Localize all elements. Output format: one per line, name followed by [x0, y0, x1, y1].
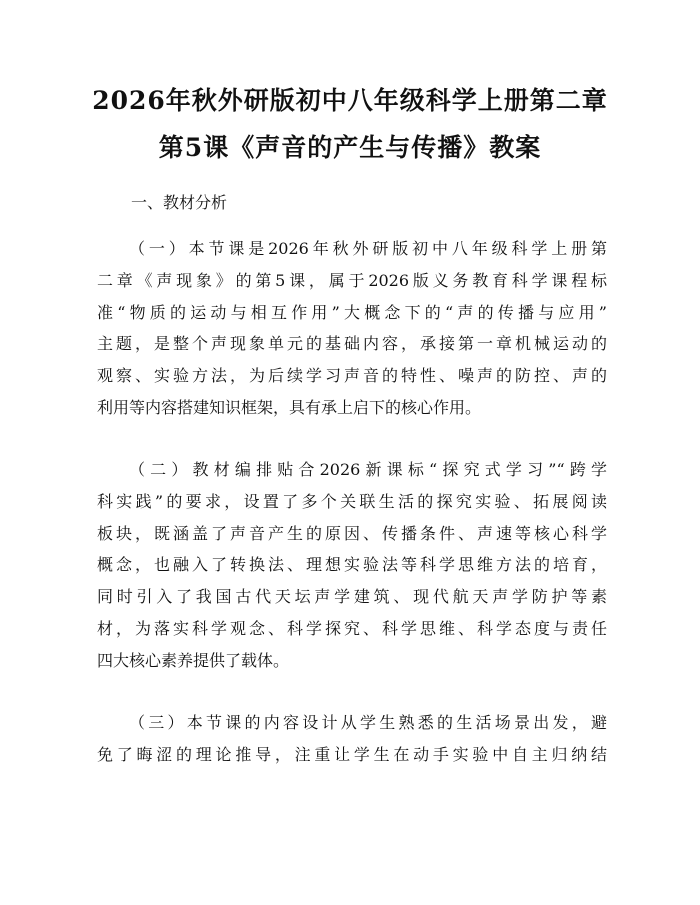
paragraph-2-line: 材，为落实科学观念、科学探究、科学思维、科学态度与责任 — [97, 618, 607, 638]
paragraph-1-line: 利用等内容搭建知识框架，具有承上启下的核心作用。 — [97, 397, 482, 417]
document-title-line-1: 2026年秋外研版初中八年级科学上册第二章 — [92, 86, 608, 115]
document-title-line-2: 第5课《声音的产生与传播》教案 — [158, 133, 542, 162]
paragraph-1 — [97, 233, 607, 424]
paragraph-1-line: 观察、实验方法，为后续学习声音的特性、噪声的防控、声的 — [97, 366, 607, 386]
paragraph-2-line: 同时引入了我国古代天坛声学建筑、现代航天声学防护等素 — [97, 587, 607, 607]
paragraph-2 — [97, 454, 607, 677]
paragraph-2-line: 科实践”的要求，设置了多个关联生活的探究实验、拓展阅读 — [97, 491, 607, 511]
paragraph-2-line: 四大核心素养提供了载体。 — [97, 650, 290, 670]
paragraph-1-line: 二章《声现象》的第5课，属于2026版义务教育科学课程标 — [97, 270, 607, 290]
paragraph-1-line: 准“物质的运动与相互作用”大概念下的“声的传播与应用” — [97, 302, 607, 322]
paragraph-2-line: （二）教材编排贴合2026新课标“探究式学习”“跨学 — [129, 460, 607, 479]
paragraph-1-line: 主题，是整个声现象单元的基础内容，承接第一章机械运动的 — [97, 334, 607, 354]
paragraph-3-line: （三）本节课的内容设计从学生熟悉的生活场景出发，避 — [129, 713, 607, 732]
paragraph-3 — [97, 707, 607, 771]
section-heading-textbook-analysis: 一、教材分析 — [131, 193, 228, 212]
paragraph-3-line: 免了晦涩的理论推导，注重让学生在动手实验中自主归纳结 — [97, 744, 607, 764]
paragraph-2-line: 概念，也融入了转换法、理想实验法等科学思维方法的培育， — [97, 555, 607, 575]
paragraph-1-line: （一）本节课是2026年秋外研版初中八年级科学上册第 — [129, 239, 607, 258]
paragraph-2-line: 板块，既涵盖了声音产生的原因、传播条件、声速等核心科学 — [97, 523, 607, 543]
